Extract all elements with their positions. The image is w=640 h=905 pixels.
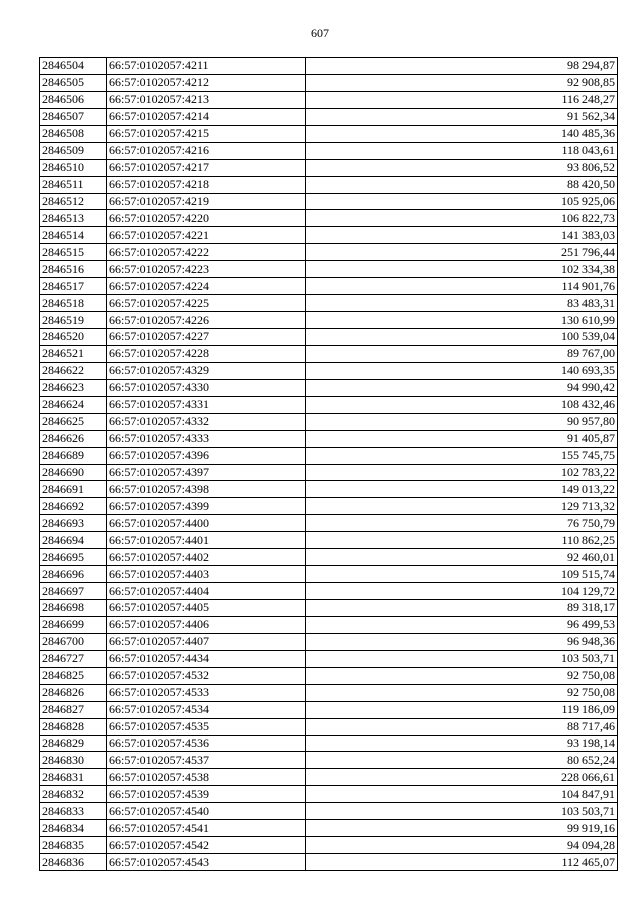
table-row — [40, 616, 618, 633]
cadastral-number-cell: 66:57:0102057:4406 — [107, 616, 306, 633]
table-row — [40, 566, 618, 583]
cadastral-value-cell: 130 610,99 — [306, 312, 618, 329]
table-row — [40, 837, 618, 854]
table-row — [40, 74, 618, 91]
cadastral-value-cell: 102 783,22 — [306, 464, 618, 481]
row-number-cell: 2846690 — [40, 464, 107, 481]
cadastral-number-cell: 66:57:0102057:4534 — [107, 701, 306, 718]
row-number-cell: 2846521 — [40, 345, 107, 362]
row-number-cell: 2846515 — [40, 244, 107, 261]
cadastral-number-cell: 66:57:0102057:4404 — [107, 583, 306, 600]
cadastral-number-cell: 66:57:0102057:4332 — [107, 413, 306, 430]
cadastral-number-cell: 66:57:0102057:4225 — [107, 295, 306, 312]
cadastral-value-cell: 89 767,00 — [306, 345, 618, 362]
cadastral-number-cell: 66:57:0102057:4402 — [107, 549, 306, 566]
cadastral-number-cell: 66:57:0102057:4213 — [107, 91, 306, 108]
row-number-cell: 2846622 — [40, 362, 107, 379]
row-number-cell: 2846624 — [40, 396, 107, 413]
cadastral-value-cell: 98 294,87 — [306, 58, 618, 75]
table-row — [40, 684, 618, 701]
table-row — [40, 142, 618, 159]
cadastral-value-cell: 110 862,25 — [306, 532, 618, 549]
row-number-cell: 2846825 — [40, 667, 107, 684]
row-number-cell: 2846695 — [40, 549, 107, 566]
cadastral-number-cell: 66:57:0102057:4212 — [107, 74, 306, 91]
cadastral-number-cell: 66:57:0102057:4228 — [107, 345, 306, 362]
table-row — [40, 379, 618, 396]
cadastral-value-cell: 112 465,07 — [306, 854, 618, 871]
cadastral-value-cell: 116 248,27 — [306, 91, 618, 108]
row-number-cell: 2846516 — [40, 261, 107, 278]
cadastral-value-cell: 103 503,71 — [306, 803, 618, 820]
cadastral-number-cell: 66:57:0102057:4434 — [107, 650, 306, 667]
cadastral-value-cell: 129 713,32 — [306, 498, 618, 515]
cadastral-value-cell: 118 043,61 — [306, 142, 618, 159]
table-row — [40, 549, 618, 566]
row-number-cell: 2846834 — [40, 820, 107, 837]
table-row — [40, 227, 618, 244]
cadastral-number-cell: 66:57:0102057:4333 — [107, 430, 306, 447]
row-number-cell: 2846508 — [40, 125, 107, 142]
cadastral-number-cell: 66:57:0102057:4397 — [107, 464, 306, 481]
cadastral-number-cell: 66:57:0102057:4537 — [107, 752, 306, 769]
cadastral-value-cell: 94 990,42 — [306, 379, 618, 396]
cadastral-number-cell: 66:57:0102057:4536 — [107, 735, 306, 752]
cadastral-value-cell: 91 405,87 — [306, 430, 618, 447]
cadastral-number-cell: 66:57:0102057:4399 — [107, 498, 306, 515]
row-number-cell: 2846510 — [40, 159, 107, 176]
row-number-cell: 2846697 — [40, 583, 107, 600]
row-number-cell: 2846693 — [40, 515, 107, 532]
cadastral-value-cell: 93 806,52 — [306, 159, 618, 176]
cadastral-number-cell: 66:57:0102057:4539 — [107, 786, 306, 803]
cadastral-number-cell: 66:57:0102057:4219 — [107, 193, 306, 210]
cadastral-number-cell: 66:57:0102057:4227 — [107, 329, 306, 346]
table-row — [40, 261, 618, 278]
row-number-cell: 2846832 — [40, 786, 107, 803]
cadastral-value-cell: 99 919,16 — [306, 820, 618, 837]
table-row — [40, 329, 618, 346]
table-row — [40, 498, 618, 515]
table-row — [40, 396, 618, 413]
row-number-cell: 2846689 — [40, 447, 107, 464]
row-number-cell: 2846504 — [40, 58, 107, 75]
row-number-cell: 2846836 — [40, 854, 107, 871]
table-row — [40, 701, 618, 718]
table-row — [40, 532, 618, 549]
table-row — [40, 210, 618, 227]
cadastral-value-cell: 104 129,72 — [306, 583, 618, 600]
cadastral-number-cell: 66:57:0102057:4400 — [107, 515, 306, 532]
cadastral-number-cell: 66:57:0102057:4541 — [107, 820, 306, 837]
cadastral-number-cell: 66:57:0102057:4211 — [107, 58, 306, 75]
table-row — [40, 159, 618, 176]
row-number-cell: 2846517 — [40, 278, 107, 295]
row-number-cell: 2846625 — [40, 413, 107, 430]
cadastral-value-cell: 83 483,31 — [306, 295, 618, 312]
row-number-cell: 2846831 — [40, 769, 107, 786]
cadastral-number-cell: 66:57:0102057:4533 — [107, 684, 306, 701]
row-number-cell: 2846507 — [40, 108, 107, 125]
row-number-cell: 2846696 — [40, 566, 107, 583]
table-row — [40, 650, 618, 667]
cadastral-value-cell: 76 750,79 — [306, 515, 618, 532]
row-number-cell: 2846828 — [40, 718, 107, 735]
row-number-cell: 2846691 — [40, 481, 107, 498]
cadastral-number-cell: 66:57:0102057:4405 — [107, 600, 306, 617]
cadastral-number-cell: 66:57:0102057:4221 — [107, 227, 306, 244]
cadastral-value-cell: 228 066,61 — [306, 769, 618, 786]
cadastral-number-cell: 66:57:0102057:4532 — [107, 667, 306, 684]
cadastral-number-cell: 66:57:0102057:4398 — [107, 481, 306, 498]
row-number-cell: 2846623 — [40, 379, 107, 396]
cadastral-number-cell: 66:57:0102057:4542 — [107, 837, 306, 854]
cadastral-value-cell: 92 908,85 — [306, 74, 618, 91]
cadastral-number-cell: 66:57:0102057:4401 — [107, 532, 306, 549]
cadastral-value-cell: 88 420,50 — [306, 176, 618, 193]
cadastral-number-cell: 66:57:0102057:4222 — [107, 244, 306, 261]
row-number-cell: 2846827 — [40, 701, 107, 718]
table-row — [40, 430, 618, 447]
cadastral-number-cell: 66:57:0102057:4216 — [107, 142, 306, 159]
cadastral-value-cell: 88 717,46 — [306, 718, 618, 735]
table-row — [40, 362, 618, 379]
cadastral-number-cell: 66:57:0102057:4330 — [107, 379, 306, 396]
row-number-cell: 2846700 — [40, 633, 107, 650]
cadastral-value-cell: 251 796,44 — [306, 244, 618, 261]
cadastral-number-cell: 66:57:0102057:4538 — [107, 769, 306, 786]
cadastral-value-cell: 102 334,38 — [306, 261, 618, 278]
cadastral-value-cell: 109 515,74 — [306, 566, 618, 583]
row-number-cell: 2846830 — [40, 752, 107, 769]
table-row — [40, 244, 618, 261]
cadastral-number-cell: 66:57:0102057:4535 — [107, 718, 306, 735]
row-number-cell: 2846727 — [40, 650, 107, 667]
row-number-cell: 2846514 — [40, 227, 107, 244]
row-number-cell: 2846506 — [40, 91, 107, 108]
table-row — [40, 108, 618, 125]
table-row — [40, 820, 618, 837]
table-row — [40, 345, 618, 362]
table-row — [40, 769, 618, 786]
cadastral-value-cell: 93 198,14 — [306, 735, 618, 752]
cadastral-number-cell: 66:57:0102057:4540 — [107, 803, 306, 820]
cadastral-number-cell: 66:57:0102057:4407 — [107, 633, 306, 650]
table-row — [40, 193, 618, 210]
cadastral-value-cell: 155 745,75 — [306, 447, 618, 464]
cadastral-value-cell: 92 460,01 — [306, 549, 618, 566]
table-row — [40, 58, 618, 75]
table-row — [40, 854, 618, 871]
table-row — [40, 312, 618, 329]
row-number-cell: 2846518 — [40, 295, 107, 312]
cadastral-value-cell: 100 539,04 — [306, 329, 618, 346]
table-row — [40, 583, 618, 600]
row-number-cell: 2846513 — [40, 210, 107, 227]
table-row — [40, 295, 618, 312]
row-number-cell: 2846511 — [40, 176, 107, 193]
cadastral-number-cell: 66:57:0102057:4220 — [107, 210, 306, 227]
row-number-cell: 2846829 — [40, 735, 107, 752]
cadastral-number-cell: 66:57:0102057:4218 — [107, 176, 306, 193]
row-number-cell: 2846826 — [40, 684, 107, 701]
cadastral-number-cell: 66:57:0102057:4215 — [107, 125, 306, 142]
cadastral-value-cell: 149 013,22 — [306, 481, 618, 498]
cadastral-value-cell: 104 847,91 — [306, 786, 618, 803]
table-body — [40, 58, 618, 871]
table-row — [40, 91, 618, 108]
table-row — [40, 803, 618, 820]
cadastral-value-cell: 114 901,76 — [306, 278, 618, 295]
cadastral-value-cell: 105 925,06 — [306, 193, 618, 210]
table-row — [40, 278, 618, 295]
row-number-cell: 2846512 — [40, 193, 107, 210]
cadastral-number-cell: 66:57:0102057:4224 — [107, 278, 306, 295]
row-number-cell: 2846699 — [40, 616, 107, 633]
table-row — [40, 735, 618, 752]
cadastral-number-cell: 66:57:0102057:4329 — [107, 362, 306, 379]
table-row — [40, 464, 618, 481]
row-number-cell: 2846694 — [40, 532, 107, 549]
table-row — [40, 413, 618, 430]
table-row — [40, 752, 618, 769]
row-number-cell: 2846520 — [40, 329, 107, 346]
cadastral-number-cell: 66:57:0102057:4217 — [107, 159, 306, 176]
page-number: 607 — [311, 26, 329, 40]
cadastral-value-cell: 103 503,71 — [306, 650, 618, 667]
row-number-cell: 2846698 — [40, 600, 107, 617]
cadastral-value-cell: 92 750,08 — [306, 684, 618, 701]
table-row — [40, 633, 618, 650]
cadastral-value-cell: 119 186,09 — [306, 701, 618, 718]
row-number-cell: 2846833 — [40, 803, 107, 820]
cadastral-value-cell: 89 318,17 — [306, 600, 618, 617]
cadastral-number-cell: 66:57:0102057:4223 — [107, 261, 306, 278]
cadastral-value-cell: 108 432,46 — [306, 396, 618, 413]
table-row — [40, 176, 618, 193]
cadastral-value-cell: 94 094,28 — [306, 837, 618, 854]
table-row — [40, 515, 618, 532]
cadastral-value-cell: 90 957,80 — [306, 413, 618, 430]
table-row — [40, 600, 618, 617]
cadastral-value-cell: 91 562,34 — [306, 108, 618, 125]
cadastral-value-table — [39, 57, 618, 871]
table-row — [40, 447, 618, 464]
table-row — [40, 667, 618, 684]
cadastral-value-cell: 80 652,24 — [306, 752, 618, 769]
cadastral-number-cell: 66:57:0102057:4396 — [107, 447, 306, 464]
cadastral-value-cell: 92 750,08 — [306, 667, 618, 684]
cadastral-number-cell: 66:57:0102057:4403 — [107, 566, 306, 583]
cadastral-value-cell: 141 383,03 — [306, 227, 618, 244]
cadastral-value-cell: 96 499,53 — [306, 616, 618, 633]
cadastral-value-cell: 106 822,73 — [306, 210, 618, 227]
row-number-cell: 2846509 — [40, 142, 107, 159]
table-row — [40, 125, 618, 142]
row-number-cell: 2846835 — [40, 837, 107, 854]
row-number-cell: 2846519 — [40, 312, 107, 329]
row-number-cell: 2846626 — [40, 430, 107, 447]
cadastral-value-cell: 140 485,36 — [306, 125, 618, 142]
table-row — [40, 481, 618, 498]
row-number-cell: 2846505 — [40, 74, 107, 91]
table-row — [40, 718, 618, 735]
row-number-cell: 2846692 — [40, 498, 107, 515]
cadastral-number-cell: 66:57:0102057:4226 — [107, 312, 306, 329]
cadastral-value-cell: 140 693,35 — [306, 362, 618, 379]
cadastral-number-cell: 66:57:0102057:4543 — [107, 854, 306, 871]
cadastral-number-cell: 66:57:0102057:4331 — [107, 396, 306, 413]
cadastral-value-cell: 96 948,36 — [306, 633, 618, 650]
cadastral-number-cell: 66:57:0102057:4214 — [107, 108, 306, 125]
table-row — [40, 786, 618, 803]
